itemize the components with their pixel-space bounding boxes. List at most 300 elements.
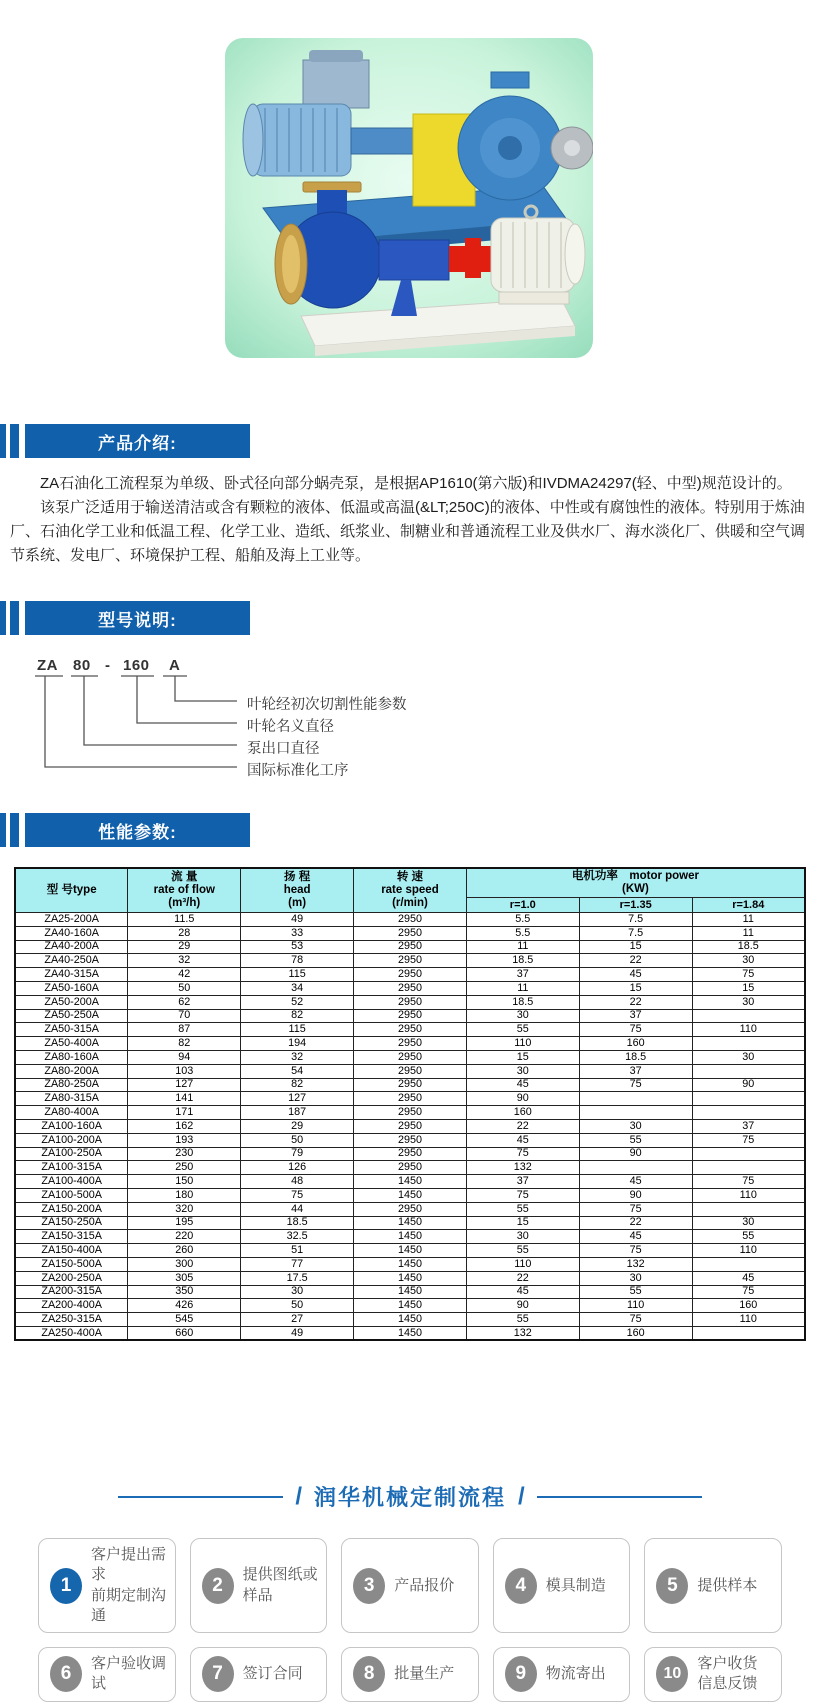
table-row [15,1175,805,1189]
cell-value: 127 [128,1078,241,1092]
step-number-badge: 10 [656,1656,688,1692]
cell-value: 15 [579,940,692,954]
cell-value: 2950 [354,1147,467,1161]
cell-value: 2950 [354,940,467,954]
cell-value: 29 [241,1119,354,1133]
process-step-7 [190,1647,328,1702]
cell-value: 11 [692,913,805,927]
cell-value: 15 [579,981,692,995]
product-photo [225,38,593,358]
step-label: 提供图纸或样品 [242,1566,318,1604]
cell-value: 55 [466,1313,579,1327]
cell-value [692,1092,805,1106]
cell-value: 320 [128,1202,241,1216]
cell-model: ZA150-500A [15,1257,128,1271]
step-label: 客户验收调试 [91,1655,167,1693]
cell-value: 75 [692,1285,805,1299]
process-step-9 [493,1647,631,1702]
cell-value: 79 [241,1147,354,1161]
cell-value: 187 [241,1106,354,1120]
table-row [15,954,805,968]
cell-value: 55 [579,1285,692,1299]
cell-value: 45 [466,1285,579,1299]
cell-model: ZA80-250A [15,1078,128,1092]
cell-value: 22 [579,995,692,1009]
cell-value: 22 [466,1271,579,1285]
cell-value: 42 [128,968,241,982]
table-row [15,1064,805,1078]
table-row [15,1299,805,1313]
cell-model: ZA50-160A [15,981,128,995]
performance-table [14,867,806,1341]
table-row [15,1106,805,1120]
cell-value: 300 [128,1257,241,1271]
model-label-impeller: 叶轮名义直径 [247,719,334,735]
cell-value: 30 [692,1216,805,1230]
cell-model: ZA50-250A [15,1009,128,1023]
col-header-model: 型 号type [15,868,128,913]
cell-value: 2950 [354,1161,467,1175]
cell-value: 30 [466,1064,579,1078]
section-header-model [0,601,820,635]
cell-value: 11 [692,926,805,940]
cell-value: 2950 [354,1023,467,1037]
process-step-5 [644,1538,782,1633]
cell-value: 2950 [354,968,467,982]
cell-value: 18.5 [466,995,579,1009]
cell-value: 62 [128,995,241,1009]
section-title-intro: 产品介绍: [25,424,250,458]
table-row [15,1037,805,1051]
intro-paragraph: 该泵广泛适用于输送清洁或含有颗粒的液体、低温或高温(&LT;250C)的液体、中性或有腐蚀性的液体。特别用于炼油厂、石油化学工业和低温工程、化学工业、造纸、纸浆业、制糖业和普通流程工业及供水厂、海水淡化厂、供暖和空气调节系统、发电厂、环境保护工程、船舶及海上工业等。 [10,499,806,564]
cell-value: 1450 [354,1326,467,1340]
table-row [15,1285,805,1299]
cell-value: 75 [466,1147,579,1161]
intro-text [10,472,810,568]
col-header-r135: r=1.35 [579,898,692,913]
cell-value: 160 [579,1326,692,1340]
cell-model: ZA150-200A [15,1202,128,1216]
cell-value: 18.5 [466,954,579,968]
title-rule-left [118,1496,283,1498]
cell-value: 32.5 [241,1230,354,1244]
cell-value: 75 [579,1313,692,1327]
cell-value [692,1064,805,1078]
cell-value: 103 [128,1064,241,1078]
cell-value: 49 [241,913,354,927]
cell-value: 75 [579,1244,692,1258]
cell-value: 141 [128,1092,241,1106]
table-row [15,1230,805,1244]
cell-value: 110 [466,1257,579,1271]
cell-value: 28 [128,926,241,940]
cell-value: 305 [128,1271,241,1285]
cell-value: 11.5 [128,913,241,927]
cell-value: 45 [466,1078,579,1092]
cell-value: 160 [579,1037,692,1051]
col-header-power-group: 电机功率 motor power (KW) [466,868,805,898]
cell-value: 45 [579,968,692,982]
cell-value: 22 [579,1216,692,1230]
step-number-badge: 7 [202,1656,234,1692]
cell-value: 150 [128,1175,241,1189]
cell-value: 53 [241,940,354,954]
cell-value: 7.5 [579,926,692,940]
cell-value: 1450 [354,1216,467,1230]
process-step-1 [38,1538,176,1633]
cell-value: 230 [128,1147,241,1161]
cell-value: 11 [466,981,579,995]
cell-value: 37 [579,1009,692,1023]
table-row [15,1009,805,1023]
step-label: 模具制造 [545,1576,606,1594]
cell-value: 132 [466,1161,579,1175]
cell-value: 30 [241,1285,354,1299]
cell-value: 48 [241,1175,354,1189]
cell-value: 70 [128,1009,241,1023]
cell-value: 55 [466,1202,579,1216]
cell-value: 55 [466,1244,579,1258]
cell-value: 11 [466,940,579,954]
performance-table-wrap [14,867,806,1341]
model-token-diameter: 160 [123,657,150,674]
cell-value: 2950 [354,1050,467,1064]
cell-model: ZA40-250A [15,954,128,968]
process-title-text: 润华机械定制流程 [314,1485,507,1511]
cell-value: 90 [466,1092,579,1106]
cell-value [692,1326,805,1340]
cell-value: 545 [128,1313,241,1327]
title-rule-right [537,1496,702,1498]
cell-model: ZA250-400A [15,1326,128,1340]
table-row [15,1050,805,1064]
step-label: 物流寄出 [545,1665,606,1683]
table-row [15,1216,805,1230]
cell-value: 2950 [354,1037,467,1051]
process-steps-row-1 [38,1538,782,1633]
cell-value: 660 [128,1326,241,1340]
cell-value: 51 [241,1244,354,1258]
cell-value: 37 [579,1064,692,1078]
cell-value: 2950 [354,1064,467,1078]
cell-value: 160 [692,1299,805,1313]
table-row [15,1326,805,1340]
cell-value: 1450 [354,1188,467,1202]
cell-value: 195 [128,1216,241,1230]
cell-value [692,1257,805,1271]
table-row [15,968,805,982]
cell-model: ZA100-250A [15,1147,128,1161]
model-token-outlet: 80 [73,657,91,674]
step-label: 产品报价 [394,1576,455,1594]
header-stripe [10,424,19,458]
process-flow-title [118,1481,702,1512]
cell-value: 55 [466,1023,579,1037]
cell-value: 44 [241,1202,354,1216]
cell-value: 75 [692,1175,805,1189]
cell-model: ZA80-200A [15,1064,128,1078]
cell-value: 32 [128,954,241,968]
col-header-r184: r=1.84 [692,898,805,913]
col-header-flow: 流 量 rate of flow (m³/h) [128,868,241,913]
model-token-variant: A [169,657,181,674]
intro-paragraph: ZA石油化工流程泵为单级、卧式径向部分蜗壳泵，是根据AP1610(第六版)和IVDMA24297(轻、中型)规范设计的。 [40,475,792,492]
cell-value: 350 [128,1285,241,1299]
cell-value: 45 [579,1230,692,1244]
cell-value: 75 [466,1188,579,1202]
cell-value: 30 [692,995,805,1009]
header-stripe [10,813,19,847]
cell-value: 110 [692,1023,805,1037]
cell-value: 426 [128,1299,241,1313]
model-token-series: ZA [37,657,58,674]
step-number-badge: 8 [353,1656,385,1692]
cell-value: 45 [692,1271,805,1285]
cell-value: 1450 [354,1285,467,1299]
cell-value: 110 [692,1188,805,1202]
cell-model: ZA100-400A [15,1175,128,1189]
cell-value: 75 [579,1023,692,1037]
cell-value: 193 [128,1133,241,1147]
cell-value: 50 [128,981,241,995]
cell-value: 2950 [354,954,467,968]
cell-value: 30 [579,1271,692,1285]
table-row [15,1161,805,1175]
step-label: 提供样本 [697,1576,758,1594]
cell-value: 126 [241,1161,354,1175]
header-stripe [10,601,19,635]
cell-value [579,1106,692,1120]
table-row [15,1188,805,1202]
cell-value: 132 [579,1257,692,1271]
process-step-2 [190,1538,328,1633]
col-header-head: 扬 程 head (m) [241,868,354,913]
cell-value: 220 [128,1230,241,1244]
table-row [15,1257,805,1271]
process-step-4 [493,1538,631,1633]
step-label: 客户提出需求 前期定制沟通 [91,1546,167,1624]
slash-decoration: / [295,1482,302,1510]
cell-value: 15 [466,1216,579,1230]
col-header-r10: r=1.0 [466,898,579,913]
cell-model: ZA150-250A [15,1216,128,1230]
cell-value: 82 [128,1037,241,1051]
cell-value: 55 [692,1230,805,1244]
cell-value: 2950 [354,1092,467,1106]
cell-value: 1450 [354,1299,467,1313]
table-row [15,940,805,954]
cell-value: 2950 [354,1119,467,1133]
cell-model: ZA50-315A [15,1023,128,1037]
section-header-performance [0,813,820,847]
model-label-trim: 叶轮经初次切割性能参数 [247,697,407,713]
cell-value: 37 [466,968,579,982]
cell-value: 90 [579,1188,692,1202]
cell-value: 29 [128,940,241,954]
cell-value: 37 [466,1175,579,1189]
cell-value: 78 [241,954,354,968]
table-row [15,995,805,1009]
cell-value: 27 [241,1313,354,1327]
model-designation-diagram [35,657,755,785]
cell-value [692,1009,805,1023]
cell-value: 1450 [354,1271,467,1285]
cell-value: 52 [241,995,354,1009]
cell-value: 54 [241,1064,354,1078]
cell-value: 180 [128,1188,241,1202]
cell-model: ZA100-500A [15,1188,128,1202]
process-step-10 [644,1647,782,1702]
cell-model: ZA200-315A [15,1285,128,1299]
step-number-badge: 6 [50,1656,82,1692]
cell-value: 37 [692,1119,805,1133]
cell-value: 75 [579,1078,692,1092]
cell-value: 110 [466,1037,579,1051]
step-number-badge: 5 [656,1568,688,1604]
process-step-3 [341,1538,479,1633]
step-label: 签订合同 [242,1665,303,1683]
cell-model: ZA40-160A [15,926,128,940]
cell-value [692,1147,805,1161]
cell-value: 2950 [354,913,467,927]
cell-value: 30 [466,1009,579,1023]
step-label: 批量生产 [394,1665,455,1683]
cell-value: 1450 [354,1257,467,1271]
cell-value: 1450 [354,1313,467,1327]
cell-model: ZA50-200A [15,995,128,1009]
cell-value: 30 [692,954,805,968]
cell-model: ZA80-400A [15,1106,128,1120]
cell-value: 45 [466,1133,579,1147]
cell-value: 50 [241,1299,354,1313]
process-steps-row-2 [38,1647,782,1702]
cell-value: 55 [579,1133,692,1147]
table-row [15,926,805,940]
cell-value: 110 [692,1244,805,1258]
cell-value: 45 [579,1175,692,1189]
cell-value [692,1037,805,1051]
cell-value: 132 [466,1326,579,1340]
cell-value: 2950 [354,1202,467,1216]
table-row [15,1092,805,1106]
cell-value: 75 [579,1202,692,1216]
cell-value [692,1106,805,1120]
cell-model: ZA40-315A [15,968,128,982]
cell-value: 2950 [354,1133,467,1147]
cell-model: ZA100-315A [15,1161,128,1175]
cell-value: 110 [692,1313,805,1327]
section-header-intro [0,424,820,458]
cell-value: 115 [241,1023,354,1037]
cell-model: ZA200-400A [15,1299,128,1313]
section-title-performance: 性能参数: [25,813,250,847]
cell-model: ZA50-400A [15,1037,128,1051]
cell-value: 110 [579,1299,692,1313]
cell-value: 160 [466,1106,579,1120]
step-number-badge: 2 [202,1568,234,1604]
table-row [15,1119,805,1133]
cell-value: 75 [692,1133,805,1147]
cell-value: 2950 [354,1009,467,1023]
cell-value: 49 [241,1326,354,1340]
cell-value: 5.5 [466,913,579,927]
cell-value: 194 [241,1037,354,1051]
cell-value: 15 [466,1050,579,1064]
cell-value: 17.5 [241,1271,354,1285]
cell-value: 82 [241,1009,354,1023]
table-row [15,1244,805,1258]
step-number-badge: 1 [50,1568,82,1604]
cell-value: 1450 [354,1175,467,1189]
cell-value: 90 [692,1078,805,1092]
cell-value: 2950 [354,1078,467,1092]
step-number-badge: 9 [505,1656,537,1692]
section-title-model: 型号说明: [25,601,250,635]
cell-value: 33 [241,926,354,940]
cell-model: ZA200-250A [15,1271,128,1285]
cell-value: 75 [241,1188,354,1202]
cell-value: 94 [128,1050,241,1064]
cell-value: 171 [128,1106,241,1120]
slash-decoration: / [518,1482,525,1510]
cell-value: 22 [466,1119,579,1133]
table-row [15,1078,805,1092]
model-label-standard: 国际标准化工序 [247,763,349,779]
table-row [15,1023,805,1037]
cell-value: 18.5 [692,940,805,954]
cell-value: 30 [466,1230,579,1244]
col-header-speed: 转 速 rate speed (r/min) [354,868,467,913]
cell-value: 115 [241,968,354,982]
pump-photo-illustration [225,38,593,358]
cell-value [579,1092,692,1106]
cell-value: 87 [128,1023,241,1037]
cell-value: 77 [241,1257,354,1271]
cell-value: 1450 [354,1244,467,1258]
cell-value: 90 [579,1147,692,1161]
process-step-6 [38,1647,176,1702]
table-row [15,981,805,995]
cell-value: 30 [579,1119,692,1133]
cell-model: ZA150-400A [15,1244,128,1258]
cell-value: 2950 [354,995,467,1009]
cell-value: 260 [128,1244,241,1258]
cell-value: 34 [241,981,354,995]
cell-value: 18.5 [579,1050,692,1064]
model-label-outlet: 泵出口直径 [247,741,320,757]
cell-value: 75 [692,968,805,982]
cell-value: 1450 [354,1230,467,1244]
cell-value: 5.5 [466,926,579,940]
cell-value: 162 [128,1119,241,1133]
cell-value: 7.5 [579,913,692,927]
cell-value: 32 [241,1050,354,1064]
table-row [15,913,805,927]
step-number-badge: 4 [505,1568,537,1604]
cell-value: 22 [579,954,692,968]
cell-model: ZA250-315A [15,1313,128,1327]
cell-model: ZA100-160A [15,1119,128,1133]
cell-value: 90 [466,1299,579,1313]
table-row [15,1147,805,1161]
cell-value: 250 [128,1161,241,1175]
cell-model: ZA25-200A [15,913,128,927]
step-label: 客户收货 信息反馈 [697,1655,758,1693]
cell-model: ZA100-200A [15,1133,128,1147]
cell-value: 2950 [354,1106,467,1120]
cell-value: 127 [241,1092,354,1106]
step-number-badge: 3 [353,1568,385,1604]
